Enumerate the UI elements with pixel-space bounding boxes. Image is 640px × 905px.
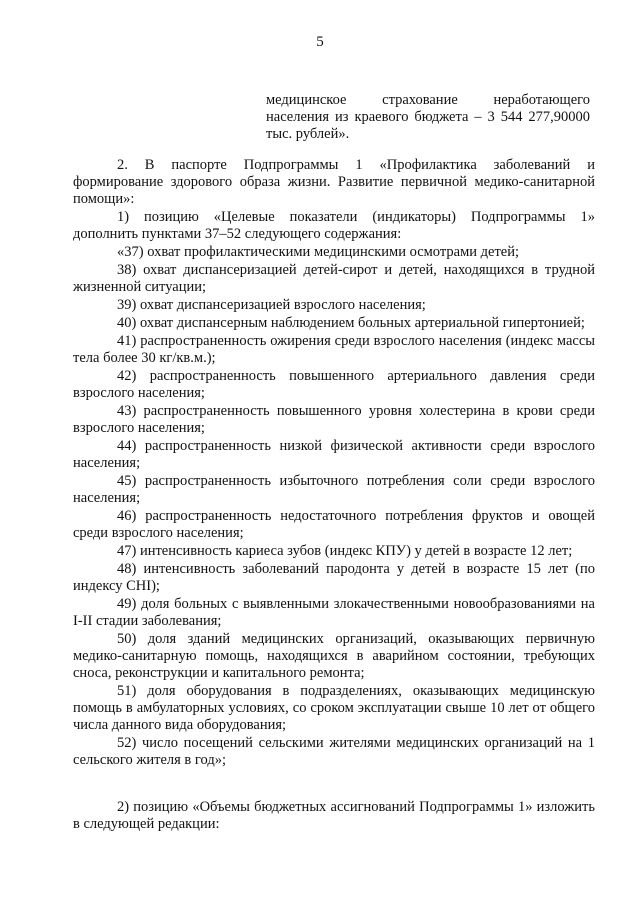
paragraph-item-1: 1) позицию «Целевые показатели (индикаторы) Подпрограммы 1» дополнить пунктами 37–52 следующего содержания:: [73, 209, 595, 242]
paragraph-point-40: 40) охват диспансерным наблюдением больных артериальной гипертонией;: [117, 315, 585, 331]
table-fragment-line: тыс. рублей».: [266, 126, 350, 142]
table-fragment-line: населения из краевого бюджета – 3 544 277,90000: [266, 109, 590, 125]
paragraph-point-51: 51) доля оборудования в подразделениях, оказывающих медицинскую помощь в амбулаторных условиях, со сроком эксплуатации свыше 10 лет от общего числа данного вида оборудования;: [73, 683, 595, 733]
paragraph-point-47: 47) интенсивность кариеса зубов (индекс КПУ) у детей в возрасте 12 лет;: [117, 543, 573, 559]
body-text: [73, 157, 595, 834]
paragraph-point-42: 42) распространенность повышенного артериального давления среди взрослого населения;: [73, 368, 595, 401]
table-fragment-line: медицинское страхование неработающего: [266, 92, 590, 108]
paragraph-point-49: 49) доля больных с выявленными злокачественными новообразованиями на I-II стадии заболевания;: [73, 596, 595, 629]
paragraph-point-48: 48) интенсивность заболеваний пародонта у детей в возрасте 15 лет (по индексу СНI);: [73, 561, 595, 594]
paragraph-point-52: 52) число посещений сельскими жителями медицинских организаций на 1 сельского жителя в год»;: [73, 735, 595, 768]
paragraph-item-2: 2) позицию «Объемы бюджетных ассигнований Подпрограммы 1» изложить в следующей редакции:: [73, 799, 595, 832]
paragraph-point-41: 41) распространенность ожирения среди взрослого населения (индекс массы тела более 30 кг/кв.м.);: [73, 333, 595, 366]
table-cell-fragment: [266, 92, 590, 143]
paragraph-point-45: 45) распространенность избыточного потребления соли среди взрослого населения;: [73, 473, 595, 506]
paragraph-section-2: 2. В паспорте Подпрограммы 1 «Профилактика заболеваний и формирование здорового образа жизни. Развитие первичной медико-санитарной помощи»:: [73, 157, 595, 207]
paragraph-point-46: 46) распространенность недостаточного потребления фруктов и овощей среди взрослого населения;: [73, 508, 595, 541]
paragraph-point-43: 43) распространенность повышенного уровня холестерина в крови среди взрослого населения;: [73, 403, 595, 436]
paragraph-point-38: 38) охват диспансеризацией детей-сирот и детей, находящихся в трудной жизненной ситуации;: [73, 262, 595, 295]
page-number: 5: [316, 34, 324, 50]
paragraph-point-44: 44) распространенность низкой физической активности среди взрослого населения;: [73, 438, 595, 471]
paragraph-point-37: «37) охват профилактическими медицинскими осмотрами детей;: [117, 244, 519, 260]
paragraph-point-50: 50) доля зданий медицинских организаций, оказывающих первичную медико-санитарную помощь, находящихся в аварийном состоянии, требующих сноса, реконструкции и капитального ремонта;: [73, 631, 595, 681]
paragraph-point-39: 39) охват диспансеризацией взрослого населения;: [117, 297, 426, 313]
